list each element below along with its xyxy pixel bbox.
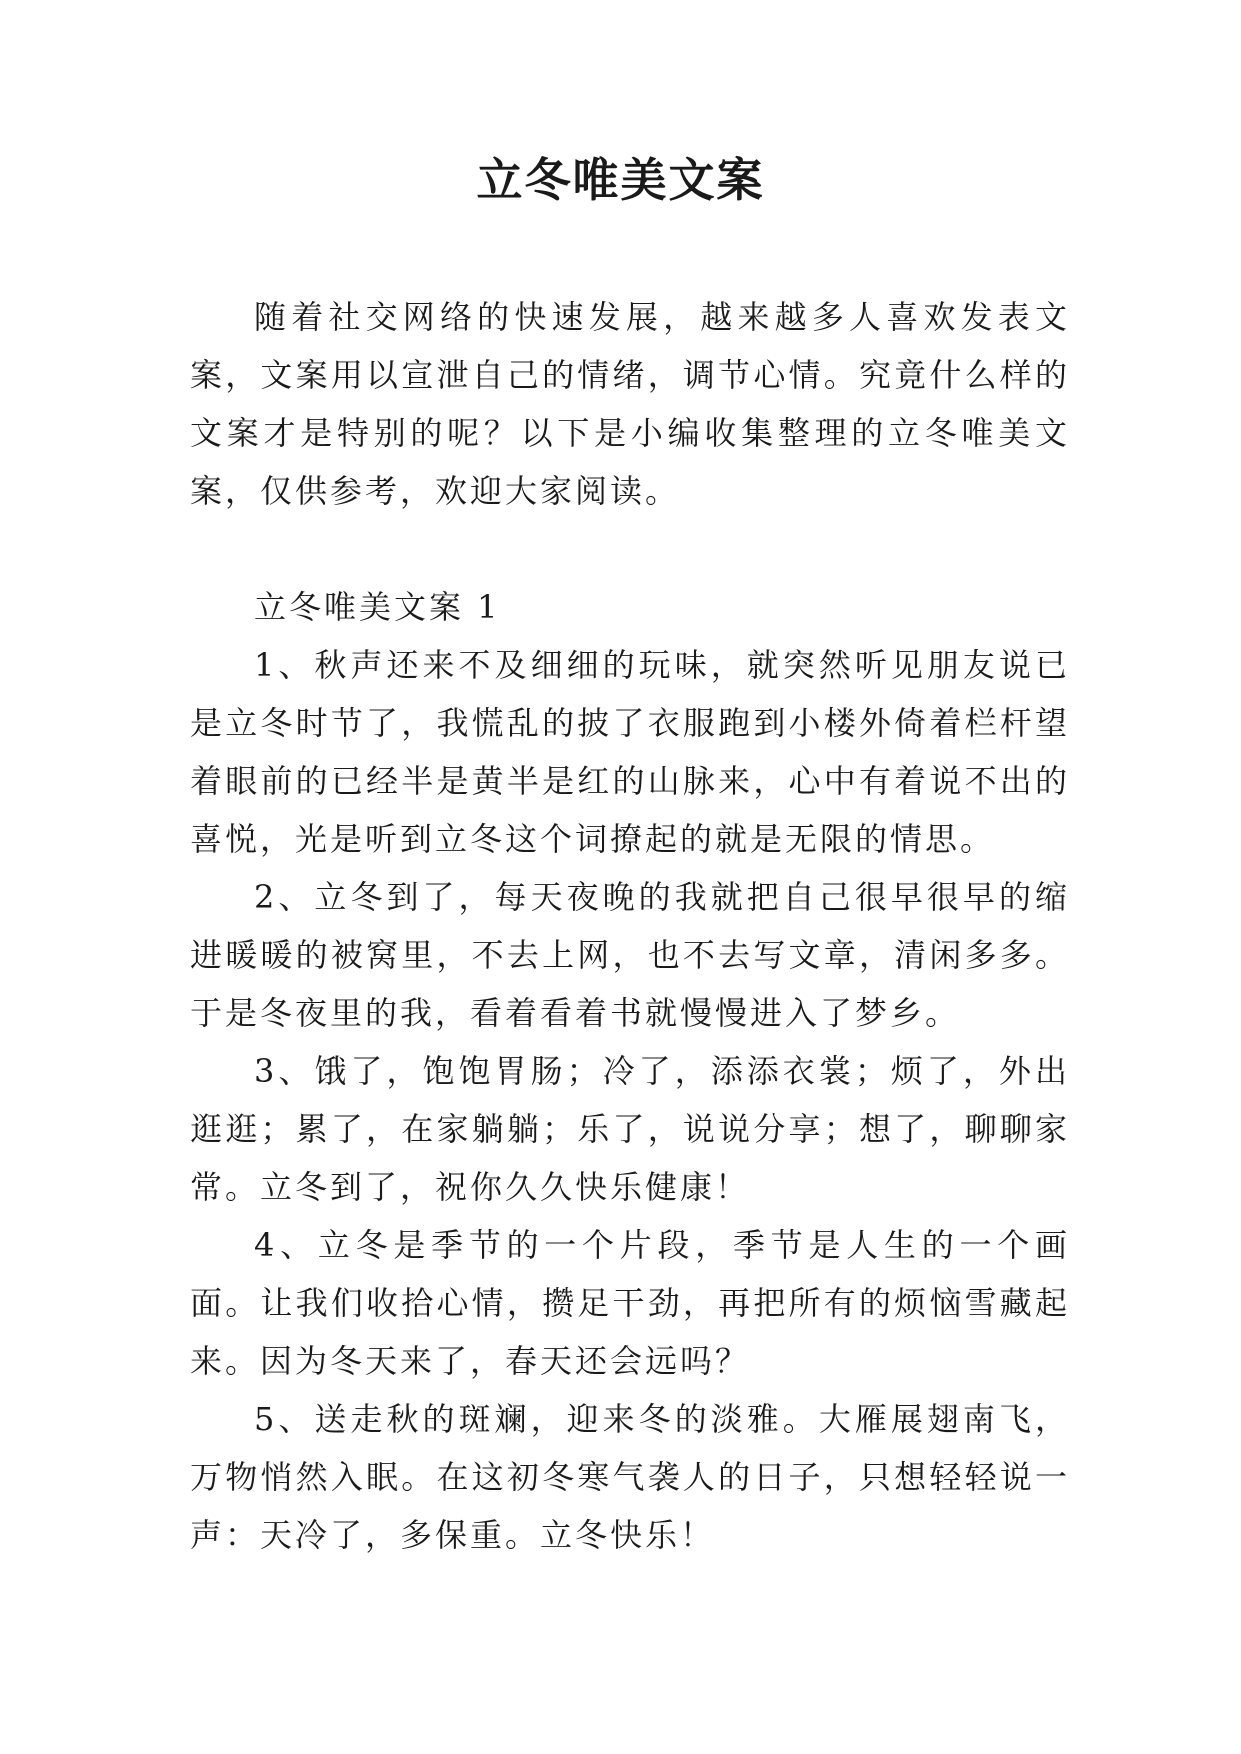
list-item: 2、立冬到了，每天夜晚的我就把自己很早很早的缩进暖暖的被窝里，不去上网，也不去写文章，清闲多多。于是冬夜里的我，看着看着书就慢慢进入了梦乡。	[190, 878, 1070, 1032]
list-item: 5、送走秋的斑斓，迎来冬的淡雅。大雁展翅南飞，万物悄然入眠。在这初冬寒气袭人的日子，只想轻轻说一声：天冷了，多保重。立冬快乐！	[190, 1400, 1070, 1554]
list-item: 1、秋声还来不及细细的玩味，就突然听见朋友说已是立冬时节了，我慌乱的披了衣服跑到小楼外倚着栏杆望着眼前的已经半是黄半是红的山脉来，心中有着说不出的喜悦，光是听到立冬这个词撩起的就是无限的情思。	[190, 646, 1070, 858]
list-item: 4、立冬是季节的一个片段，季节是人生的一个画面。让我们收拾心情，攒足干劲，再把所有的烦恼雪藏起来。因为冬天来了，春天还会远吗？	[190, 1226, 1070, 1380]
document-body	[190, 288, 1070, 1564]
intro-paragraph: 随着社交网络的快速发展，越来越多人喜欢发表文案，文案用以宣泄自己的情绪，调节心情。究竟什么样的文案才是特别的呢？以下是小编收集整理的立冬唯美文案，仅供参考，欢迎大家阅读。	[190, 298, 1070, 510]
document-title: 立冬唯美文案	[476, 153, 765, 207]
list-item: 3、饿了，饱饱胃肠；冷了，添添衣裳；烦了，外出逛逛；累了，在家躺躺；乐了，说说分享；想了，聊聊家常。立冬到了，祝你久久快乐健康！	[190, 1052, 1070, 1206]
section-heading: 立冬唯美文案 1	[254, 588, 501, 626]
